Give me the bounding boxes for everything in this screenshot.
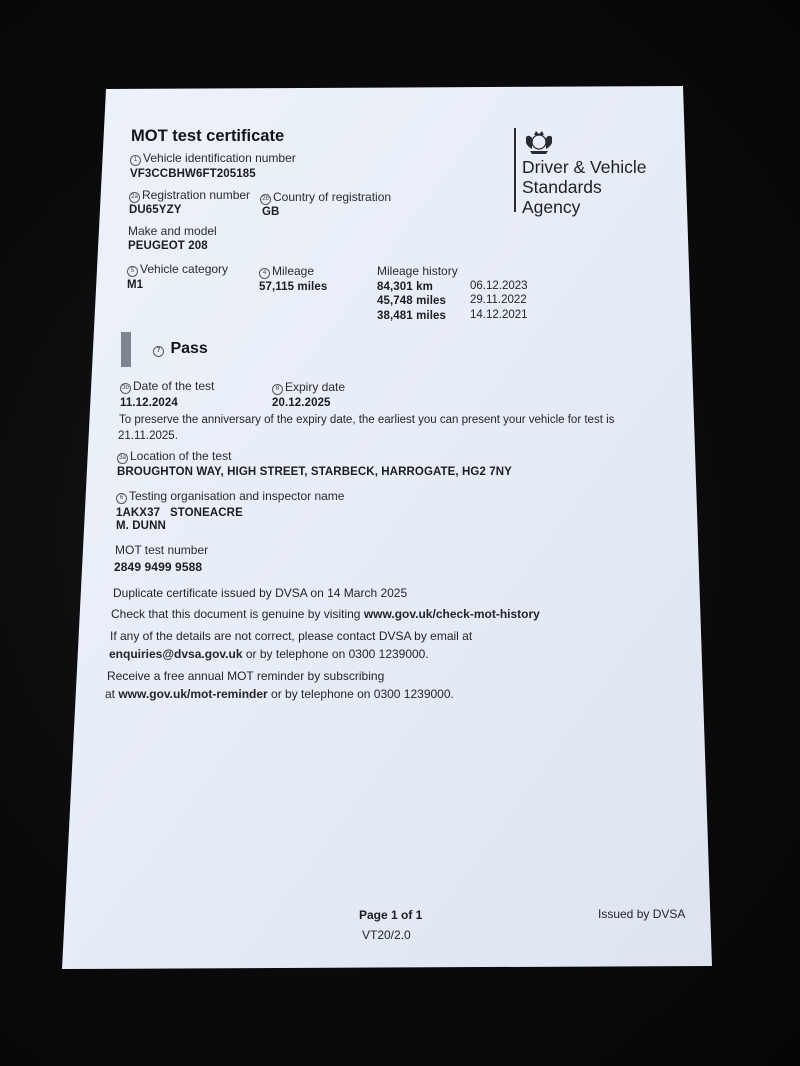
- result-value: Pass: [170, 340, 208, 357]
- field-number: 1: [130, 155, 141, 166]
- expiry-date-label: 8 Expiry date: [272, 381, 345, 395]
- organisation-value: 1AKX37 STONEACRE: [116, 507, 243, 519]
- vin-label: 1 Vehicle identification number: [130, 152, 296, 166]
- history-date: 14.12.2021: [470, 309, 528, 321]
- field-number: 4: [259, 268, 270, 279]
- field-number: 2a: [129, 192, 140, 203]
- reminder-note-line-1: Receive a free annual MOT reminder by subscribing: [107, 669, 385, 683]
- make-model-label: Make and model: [128, 224, 217, 238]
- test-number-label: MOT test number: [115, 543, 209, 557]
- history-reading: 84,301 km: [377, 281, 433, 293]
- anniversary-note-line-1: To preserve the anniversary of the expiry date, the earliest you can present your vehicle for test is: [119, 414, 615, 426]
- mileage-label: 4 Mileage: [259, 265, 314, 279]
- field-number: 6: [116, 493, 127, 504]
- history-reading: 38,481 miles: [377, 310, 446, 322]
- country-label: 2b Country of registration: [260, 191, 391, 205]
- enquiries-email-link[interactable]: enquiries@dvsa.gov.uk: [109, 647, 243, 661]
- registration-value: DU65YZY: [129, 204, 182, 216]
- history-reading: 45,748 miles: [377, 295, 446, 307]
- organisation-label: 6 Testing organisation and inspector name: [116, 490, 344, 504]
- result-bar: [121, 332, 131, 367]
- mot-reminder-link[interactable]: www.gov.uk/mot-reminder: [118, 687, 268, 701]
- field-number: 3a: [117, 453, 128, 464]
- field-number: 7: [153, 346, 164, 357]
- document-title: MOT test certificate: [131, 127, 285, 145]
- form-code: VT20/2.0: [362, 928, 411, 942]
- agency-divider: [514, 128, 516, 212]
- history-date: 06.12.2023: [470, 280, 528, 292]
- category-label: 5 Vehicle category: [127, 263, 228, 277]
- country-value: GB: [262, 206, 280, 218]
- make-model-value: PEUGEOT 208: [128, 240, 208, 252]
- history-date: 29.11.2022: [470, 294, 527, 306]
- field-number: 8: [272, 384, 283, 395]
- location-value: BROUGHTON WAY, HIGH STREET, STARBECK, HARROGATE, HG2 7NY: [117, 466, 512, 478]
- genuine-check-note: Check that this document is genuine by visiting www.gov.uk/check-mot-history: [111, 607, 540, 621]
- category-value: M1: [127, 279, 144, 291]
- contact-note-line-1: If any of the details are not correct, please contact DVSA by email at: [110, 629, 473, 643]
- reminder-note-line-2: at www.gov.uk/mot-reminder or by telephone on 0300 1239000.: [105, 687, 454, 701]
- inspector-name: M. DUNN: [116, 520, 166, 532]
- agency-line-3: Agency: [522, 197, 581, 217]
- registration-label: 2a Registration number: [129, 189, 250, 203]
- duplicate-note: Duplicate certificate issued by DVSA on 14 March 2025: [113, 586, 408, 600]
- agency-line-2: Standards: [522, 177, 602, 197]
- field-number: 5: [127, 266, 138, 277]
- vin-value: VF3CCBHW6FT205185: [130, 168, 256, 180]
- test-number-value: 2849 9499 9588: [114, 560, 203, 574]
- test-date-label: 3b Date of the test: [120, 380, 214, 394]
- royal-crest-icon: [522, 127, 556, 155]
- page-number: Page 1 of 1: [359, 908, 423, 922]
- anniversary-note-line-2: 21.11.2025.: [118, 430, 178, 442]
- check-mot-history-link[interactable]: www.gov.uk/check-mot-history: [363, 607, 540, 621]
- issued-by: Issued by DVSA: [598, 907, 686, 921]
- contact-note-line-2: enquiries@dvsa.gov.uk or by telephone on 0300 1239000.: [109, 647, 429, 661]
- agency-line-1: Driver & Vehicle: [522, 157, 647, 177]
- mileage-value: 57,115 miles: [259, 281, 328, 293]
- test-result: [153, 341, 208, 357]
- test-date-value: 11.12.2024: [120, 397, 178, 409]
- field-number: 2b: [260, 194, 271, 205]
- mileage-history-label: Mileage history: [377, 264, 458, 278]
- expiry-date-value: 20.12.2025: [272, 397, 331, 409]
- field-number: 3b: [120, 383, 131, 394]
- location-label: 3a Location of the test: [117, 450, 231, 464]
